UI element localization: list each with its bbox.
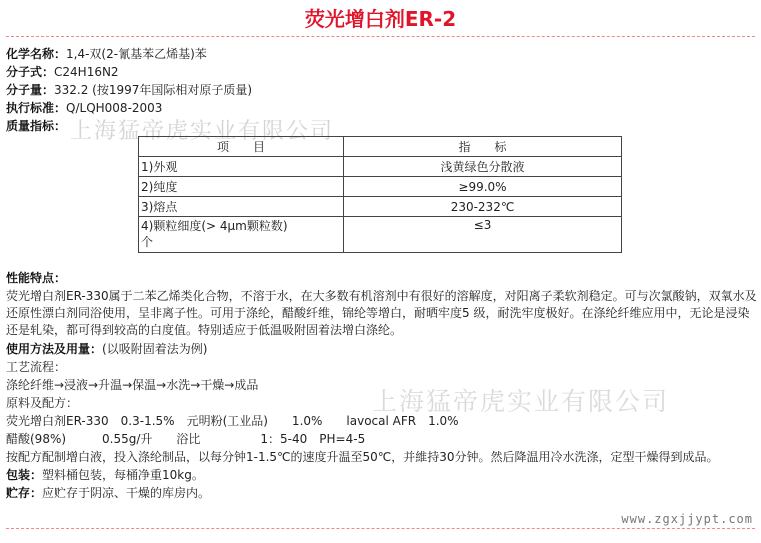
properties-line-1: 荧光增白剂ER-330属于二苯乙烯类化合物，不溶于水，在大多数有机溶剂中有很好的溶解度，对阳离子柔软剂稳定。可与次氯酸钠，双氧水及: [6, 289, 757, 303]
table-row: [139, 197, 622, 217]
standard-label: 执行标准：: [6, 101, 67, 115]
watermark-lower: 上海猛帝虎实业有限公司: [372, 387, 670, 416]
watermark-upper: 上海猛帝虎实业有限公司: [70, 119, 335, 144]
method-text: 按配方配制增白液，投入涤纶制品，以每分钟1-1.5℃的速度升温至50℃，并維持30分钟。然后降温用冷水洗涤，定型干燥得到成品。: [6, 450, 719, 464]
table-cell-value: ≥99.0%: [344, 177, 622, 197]
table-cell-value: 230-232℃: [344, 197, 622, 217]
formula-value: C24H16N2: [54, 65, 119, 79]
top-divider: [6, 36, 755, 37]
recipe-label: 原料及配方：: [6, 396, 79, 410]
recipe-line-1: 荧光增白剂ER-330 0.3-1.5% 元明粉(工业品) 1.0% lavocal AFR 1.0%: [6, 414, 459, 428]
usage-note: (以吸附固着法为例): [102, 342, 208, 356]
table-header-spec: 指 标: [344, 137, 622, 157]
process-flow: 涤纶纤维→浸液→升温→保温→水洗→干燥→成品: [6, 378, 259, 392]
table-cell-item-text: 4)颗粒细度(> 4μm颗粒数): [141, 219, 288, 233]
mol-weight-label: 分子量：: [6, 83, 55, 97]
table-cell-value: ≤3: [344, 217, 622, 253]
table-cell-value: 浅黄绿色分散液: [344, 157, 622, 177]
quality-label: 质量指标：: [6, 119, 67, 133]
table-cell-item: 1)外观: [139, 157, 344, 177]
quality-row: [6, 118, 66, 134]
properties-line-2: 还原性漂白剂同浴使用，呈非离子性。可用于涤纶，醋酸纤维，锦纶等增白，耐晒牢度5 级，耐洗牢度极好。在涤纶纤维应用中，无论是浸染: [6, 306, 750, 320]
usage-row: [6, 341, 207, 357]
properties-line-3: 还是轧染，都可得到较高的白度值。特别适应于低温吸附固着法增白涤纶。: [6, 323, 403, 337]
spec-table: [138, 136, 622, 253]
table-cell-item-unit: 个: [141, 235, 154, 249]
properties-label: 性能特点：: [6, 271, 67, 285]
formula-label: 分子式：: [6, 65, 55, 79]
bottom-divider: [6, 528, 755, 529]
packaging-label: 包装：: [6, 468, 43, 482]
table-row: [139, 177, 622, 197]
mol-weight-row: [6, 82, 252, 98]
table-header-row: [139, 137, 622, 157]
table-row: [139, 157, 622, 177]
packaging-value: 塑料桶包装，每桶净重10kg。: [42, 468, 204, 482]
site-watermark: www.zgxjjypt.com: [621, 512, 753, 526]
table-cell-item: [139, 217, 344, 253]
storage-row: [6, 485, 210, 501]
table-cell-item: 2)纯度: [139, 177, 344, 197]
mol-weight-value: 332.2 (按1997年国际相对原子质量): [54, 83, 253, 97]
chem-name-value: 1,4-双(2-氰基苯乙烯基)苯: [66, 47, 207, 61]
standard-value: Q/LQH008-2003: [66, 101, 163, 115]
standard-row: [6, 100, 162, 116]
packaging-row: [6, 467, 204, 483]
chem-name-label: 化学名称：: [6, 47, 67, 61]
usage-label: 使用方法及用量：: [6, 342, 103, 356]
chem-name-row: [6, 46, 207, 62]
recipe-line-2: 醋酸(98%) 0.55g/升 浴比 1：5-40 PH=4-5: [6, 432, 366, 446]
table-cell-item: 3)熔点: [139, 197, 344, 217]
table-row: [139, 217, 622, 253]
process-label: 工艺流程：: [6, 360, 67, 374]
page-title: 荧光增白剂ER-2: [304, 7, 457, 31]
table-header-item: 项 目: [139, 137, 344, 157]
storage-value: 应贮存于阴凉、干燥的库房内。: [42, 486, 211, 500]
storage-label: 贮存：: [6, 486, 43, 500]
formula-row: [6, 64, 119, 80]
